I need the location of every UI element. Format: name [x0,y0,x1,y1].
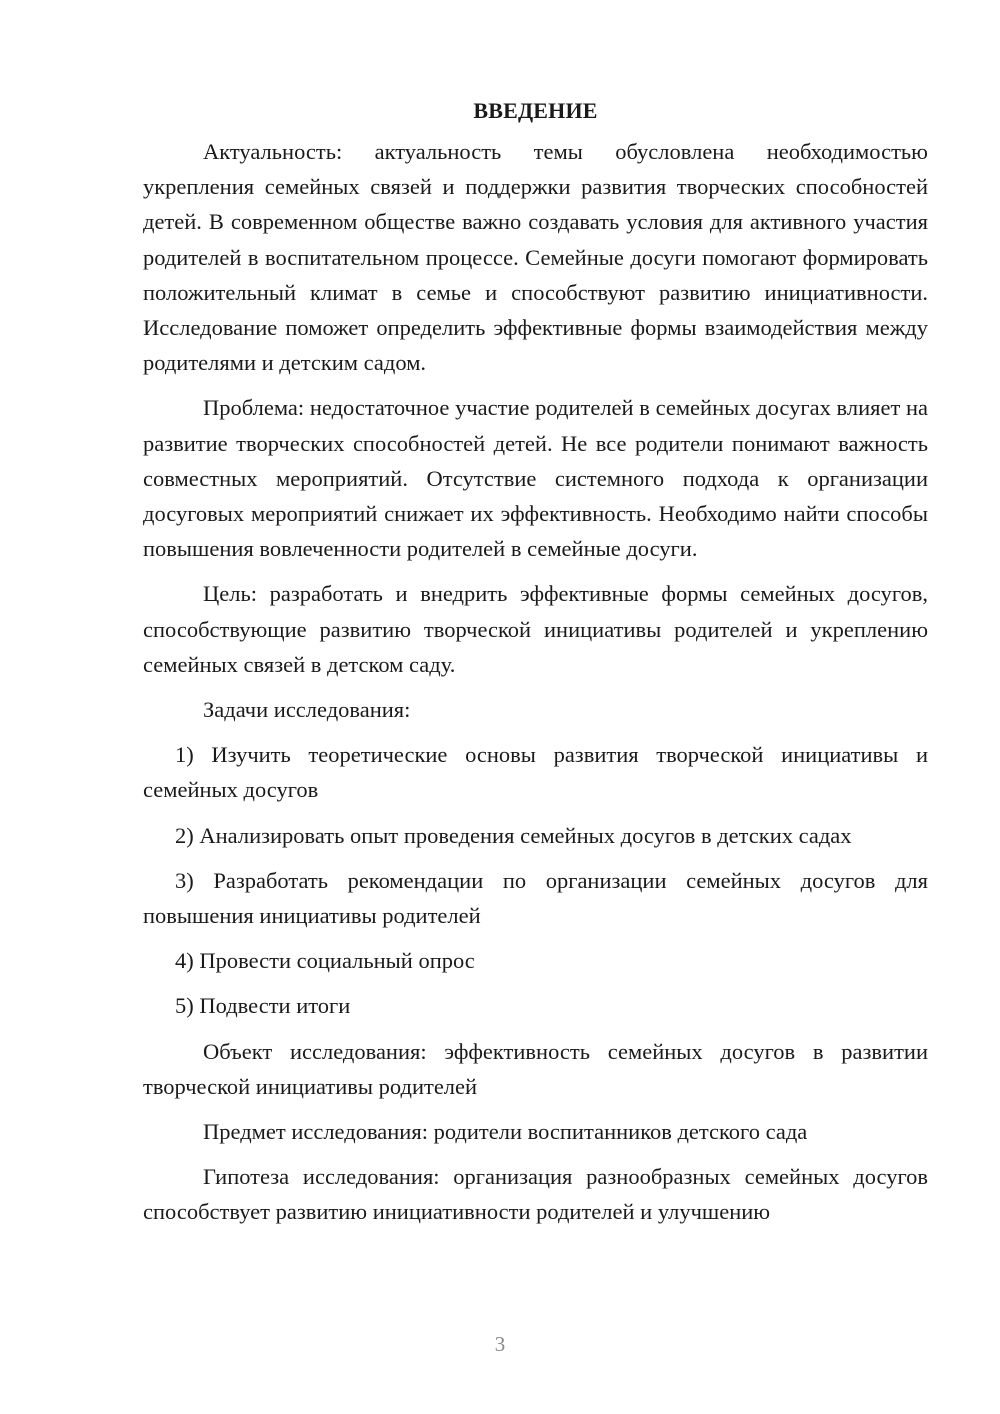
task-item-4: 4) Провести социальный опрос [175,948,475,974]
relevance-paragraph: Актуальность: актуальность темы обусловлена необходимостью укрепления семейных связей и поддержки развития творческих способностей детей. В современном обществе важно создавать условия для активного участия родителей в воспитательном процессе. Семейные досуги помогают формировать положительный климат в семье и способствуют развитию инициативности. Исследование поможет определить эффективные формы взаимодействия между родителями и детским садом. [143,139,928,376]
section-title: ВВЕДЕНИЕ [473,98,598,123]
tasks-heading: Задачи исследования: [203,697,411,723]
object-paragraph: Объект исследования: эффективность семейных досугов в развитии творческой инициативы родителей [143,1038,928,1099]
task-item-5: 5) Подвести итоги [175,993,351,1019]
task-item-1: 1) Изучить теоретические основы развития творческой инициативы и семейных досугов [143,742,928,803]
task-item-3: 3) Разработать рекомендации по организации семейных досугов для повышения инициативы родителей [143,867,928,929]
subject-paragraph: Предмет исследования: родители воспитанников детского сада [203,1119,808,1145]
hypothesis-paragraph: Гипотеза исследования: организация разнообразных семейных досугов способствует развитию инициативности родителей и улучшению [143,1164,928,1225]
task-item-2: 2) Анализировать опыт проведения семейных досугов в детских садах [175,822,852,848]
goal-paragraph: Цель: разработать и внедрить эффективные формы семейных досугов, способствующие развитию творческой инициативы родителей и укреплению семейных связей в детском саду. [143,581,928,677]
problem-paragraph: Проблема: недостаточное участие родителей в семейных досугах влияет на развитие творческих способностей детей. Не все родители понимают важность совместных мероприятий. Отсутствие системного подхода к организации досуговых мероприятий снижает их эффективность. Необходимо найти способы повышения вовлеченности родителей в семейные досуги. [143,395,928,562]
page-content [143,93,928,1240]
page-number: 3 [494,1332,506,1356]
